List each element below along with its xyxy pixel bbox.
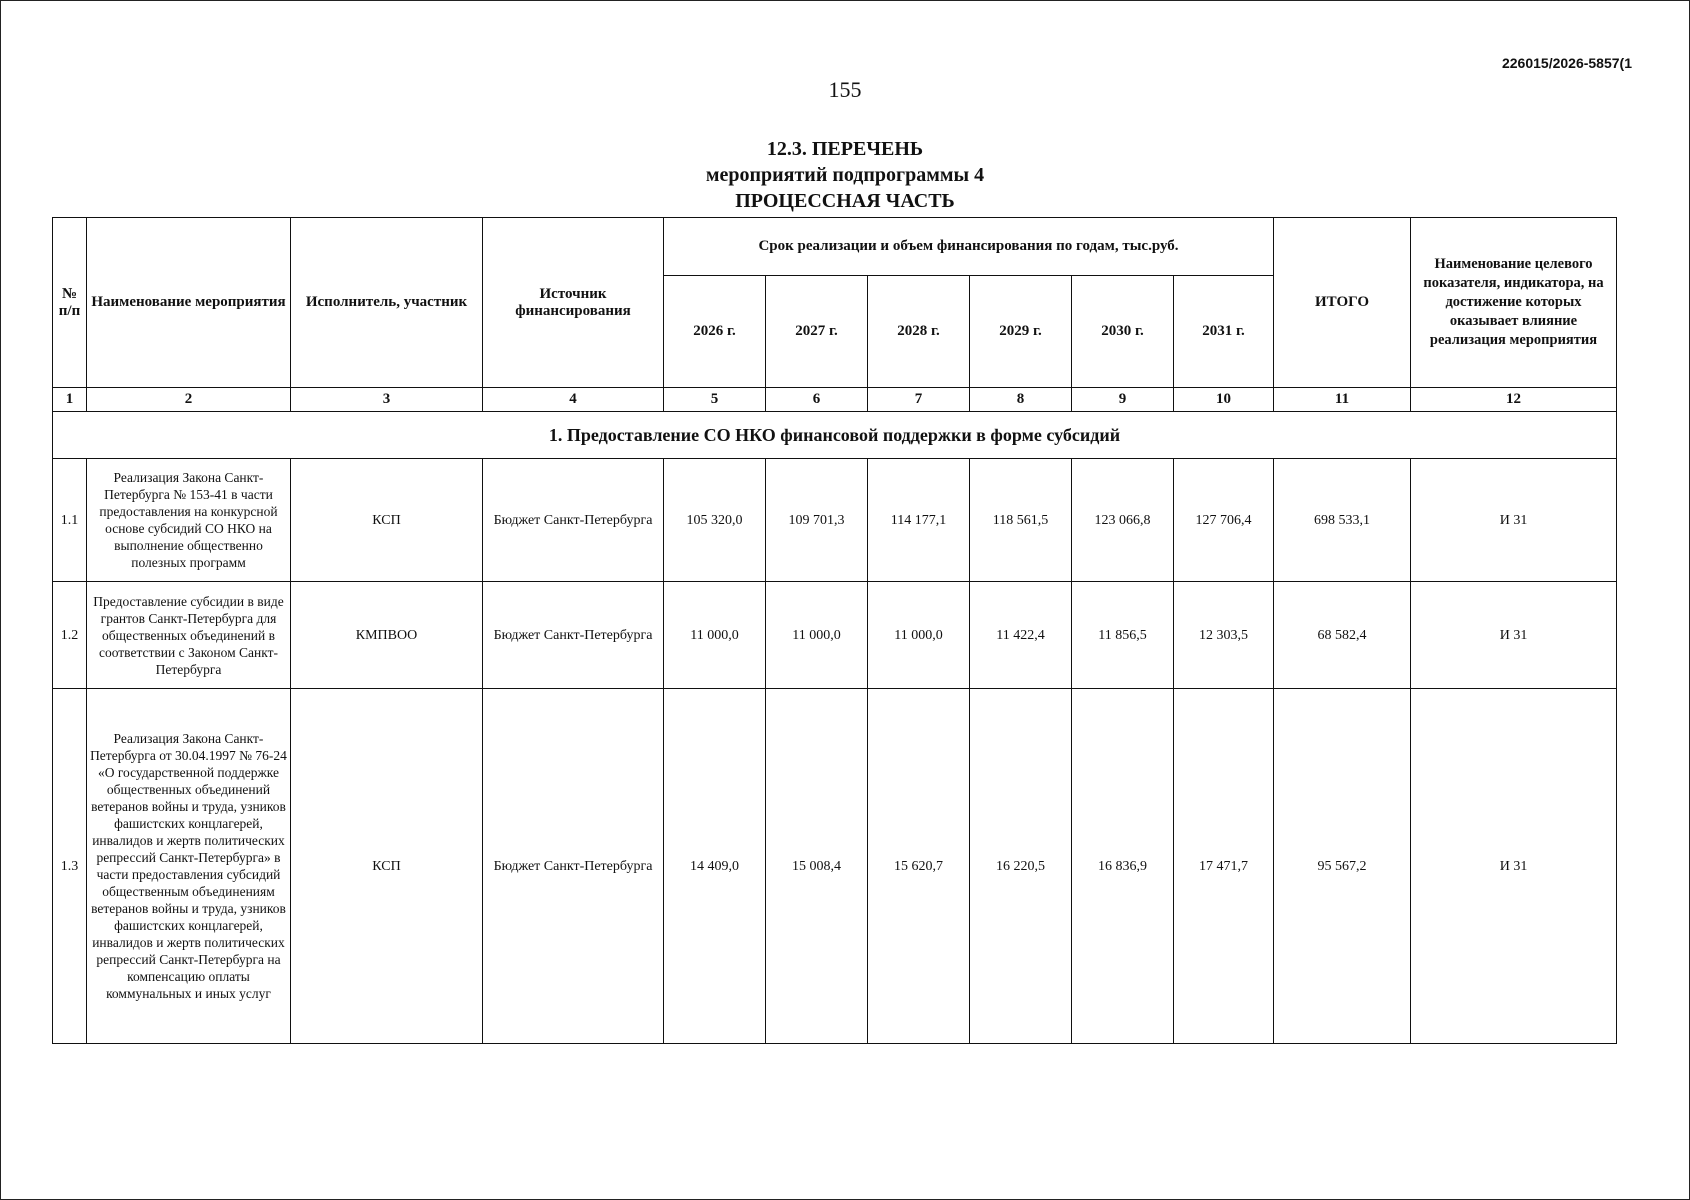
value-2029: 11 422,4 (970, 582, 1072, 689)
header-source: Источник финансирования (483, 218, 664, 388)
header-funding-group: Срок реализации и объем финансирования по годам, тыс.руб. (664, 218, 1274, 276)
executor: КМПВОО (291, 582, 483, 689)
column-number: 12 (1411, 388, 1617, 412)
column-number: 4 (483, 388, 664, 412)
row-total: 698 533,1 (1274, 459, 1411, 582)
value-2027: 109 701,3 (766, 459, 868, 582)
header-year-2028: 2028 г. (868, 276, 970, 388)
column-number: 11 (1274, 388, 1411, 412)
header-year-2026: 2026 г. (664, 276, 766, 388)
section-row (53, 412, 1617, 459)
funding-source: Бюджет Санкт-Петербурга (483, 582, 664, 689)
column-number: 7 (868, 388, 970, 412)
table-row (53, 459, 1617, 582)
column-numbers-row (53, 388, 1617, 412)
value-2029: 16 220,5 (970, 689, 1072, 1044)
header-name: Наименование мероприятия (87, 218, 291, 388)
row-total: 95 567,2 (1274, 689, 1411, 1044)
value-2031: 127 706,4 (1174, 459, 1274, 582)
row-num: 1.1 (53, 459, 87, 582)
header-year-2030: 2030 г. (1072, 276, 1174, 388)
column-number: 6 (766, 388, 868, 412)
value-2029: 118 561,5 (970, 459, 1072, 582)
table-row (53, 582, 1617, 689)
header-indicator: Наименование целевого показателя, индикатора, на достижение которых оказывает влияние реализация мероприятия (1411, 218, 1617, 388)
section-title: 1. Предоставление СО НКО финансовой поддержки в форме субсидий (53, 412, 1617, 459)
header-total: ИТОГО (1274, 218, 1411, 388)
measure-name: Предоставление субсидии в виде грантов Санкт-Петербурга для общественных объединений в соответствии с Законом Санкт-Петербурга (87, 582, 291, 689)
title-line-3: ПРОЦЕССНАЯ ЧАСТЬ (735, 190, 955, 212)
column-number: 9 (1072, 388, 1174, 412)
column-number: 3 (291, 388, 483, 412)
header-year-2027: 2027 г. (766, 276, 868, 388)
executor: КСП (291, 689, 483, 1044)
table-row (53, 689, 1617, 1044)
value-2031: 17 471,7 (1174, 689, 1274, 1044)
value-2030: 11 856,5 (1072, 582, 1174, 689)
value-2026: 105 320,0 (664, 459, 766, 582)
page-number: 155 (828, 77, 862, 102)
value-2027: 11 000,0 (766, 582, 868, 689)
value-2028: 15 620,7 (868, 689, 970, 1044)
column-number: 10 (1174, 388, 1274, 412)
header-row (53, 218, 1617, 276)
column-number: 1 (53, 388, 87, 412)
column-number: 8 (970, 388, 1072, 412)
value-2030: 16 836,9 (1072, 689, 1174, 1044)
measure-name: Реализация Закона Санкт-Петербурга от 30.04.1997 № 76-24 «О государственной поддержке общественных объединений ветеранов войны и труда, узников фашистских концлагерей, инвалидов и жертв политических репрессий Санкт-Петербурга» в части предоставления субсидий общественным объединениям ветеранов войны и труда, узников фашистских концлагерей, инвалидов и жертв политических репрессий Санкт-Петербурга на компенсацию оплаты коммунальных и иных услуг (87, 689, 291, 1044)
column-number: 5 (664, 388, 766, 412)
row-num: 1.3 (53, 689, 87, 1044)
row-num: 1.2 (53, 582, 87, 689)
indicator: И 31 (1411, 689, 1617, 1044)
measure-name: Реализация Закона Санкт-Петербурга № 153-41 в части предоставления на конкурсной основе субсидий СО НКО на выполнение общественно полезных программ (87, 459, 291, 582)
header-executor: Исполнитель, участник (291, 218, 483, 388)
indicator: И 31 (1411, 582, 1617, 689)
title-line-1: 12.3. ПЕРЕЧЕНЬ (766, 138, 924, 160)
row-total: 68 582,4 (1274, 582, 1411, 689)
funding-source: Бюджет Санкт-Петербурга (483, 689, 664, 1044)
indicator: И 31 (1411, 459, 1617, 582)
value-2026: 11 000,0 (664, 582, 766, 689)
value-2026: 14 409,0 (664, 689, 766, 1044)
title-line-2: мероприятий подпрограммы 4 (705, 164, 985, 186)
value-2031: 12 303,5 (1174, 582, 1274, 689)
header-num: № п/п (53, 218, 87, 388)
column-number: 2 (87, 388, 291, 412)
value-2028: 114 177,1 (868, 459, 970, 582)
value-2028: 11 000,0 (868, 582, 970, 689)
document-id: 226015/2026-5857(1 (1501, 55, 1632, 71)
funding-source: Бюджет Санкт-Петербурга (483, 459, 664, 582)
executor: КСП (291, 459, 483, 582)
header-year-2031: 2031 г. (1174, 276, 1274, 388)
measures-table (52, 217, 1617, 1044)
value-2027: 15 008,4 (766, 689, 868, 1044)
header-year-2029: 2029 г. (970, 276, 1072, 388)
value-2030: 123 066,8 (1072, 459, 1174, 582)
